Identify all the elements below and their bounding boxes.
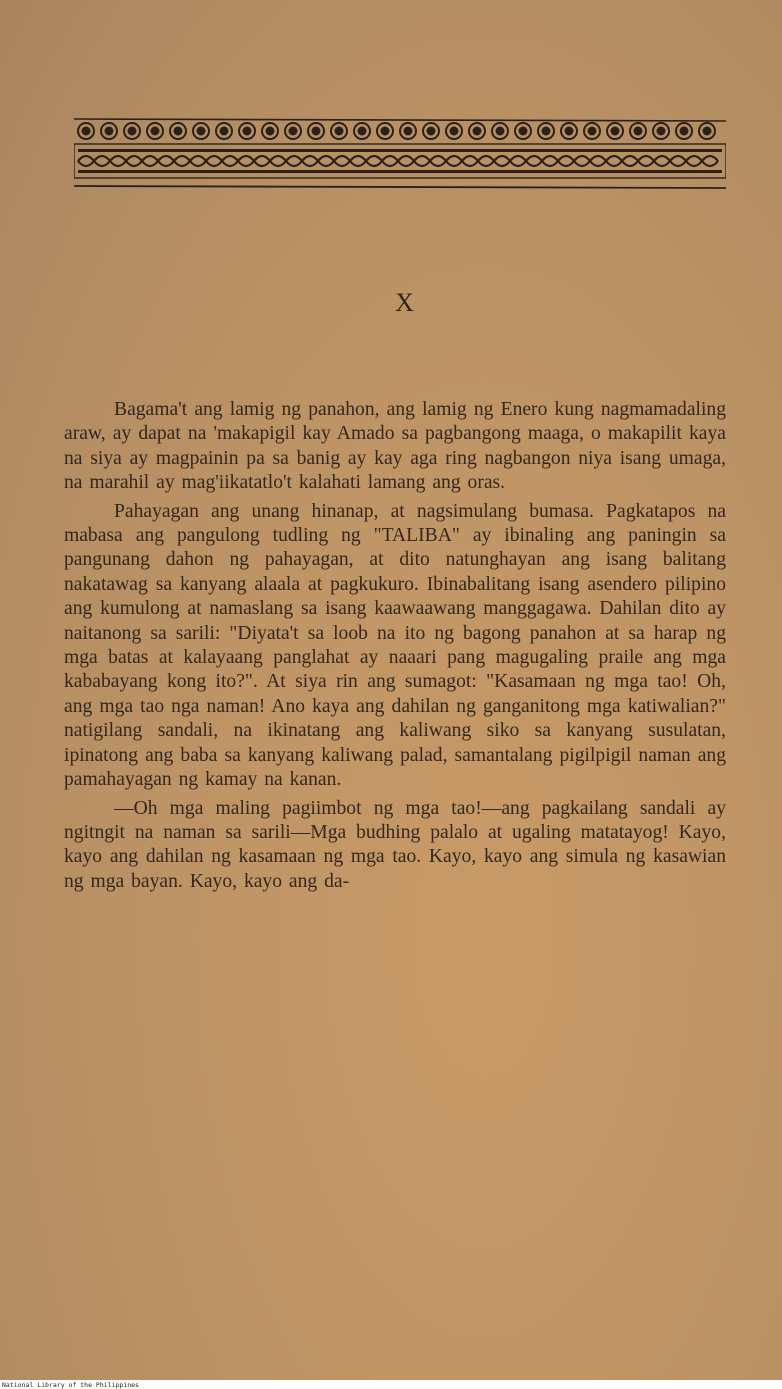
chapter-heading: X <box>395 288 415 317</box>
decorative-header-ornament <box>74 116 726 192</box>
footer-credit: National Library of the Philippines <box>2 1381 139 1389</box>
paragraph: Bagama't ang lamig ng panahon, ang lamig ng Enero kung nagmamadaling araw, ay dapat na 'makapigil kay Amado sa pagbangong maaga, o makapilit kaya na siya ay magpainin pa sa banig ay kay aga ring nagbangon niya isang umaga, na marahil ay mag'iikatatlo't kalahati lamang ang oras. <box>64 399 726 494</box>
paragraph: Pahayagan ang unang hinanap, at nagsimulang bumasa. Pagkatapos na mabasa ang pangulong tudling ng "TALIBA" ay ibinaling ang paningin sa pangunang dahon ng pahayagan, at dito natunghayan ang isang balitang nakatawag sa kanyang alaala at pagkukuro. Ibinabalitang isang asendero pilipino ang kumulong at namaslang sa isang kaawaawang manggagawa. Dahilan dito ay naitanong sa sarili: "Diyata't sa loob na ito ng bagong panahon at sa harap ng mga batas at kalayaang panglahat ay naaari pang magugaling praile ang mga kababayang kong ito?". At siya rin ang sumagot: "Kasamaan ng mga tao! Oh, ang mga tao nga naman! Ano kaya ang dahilan ng ganganitong mga katiwalian?" natigilang sandali, na ikinatang ang kaliwang siko sa kanyang susulatan, ipinatong ang baba sa kanyang kaliwang palad, samantalang pigilpigil naman ang pamahayagan ng kamay na kanan. <box>64 500 726 791</box>
body-text <box>64 398 726 898</box>
paragraph: —Oh mga maling pagiimbot ng mga tao!—ang pagkailang sandali ay ngitngit na naman sa sarili—Mga budhing palalo at ugaling matatayog! Kayo, kayo ang dahilan ng kasamaan ng mga tao. Kayo, kayo ang simula ng kasawian ng mga bayan. Kayo, kayo ang da- <box>64 797 726 892</box>
